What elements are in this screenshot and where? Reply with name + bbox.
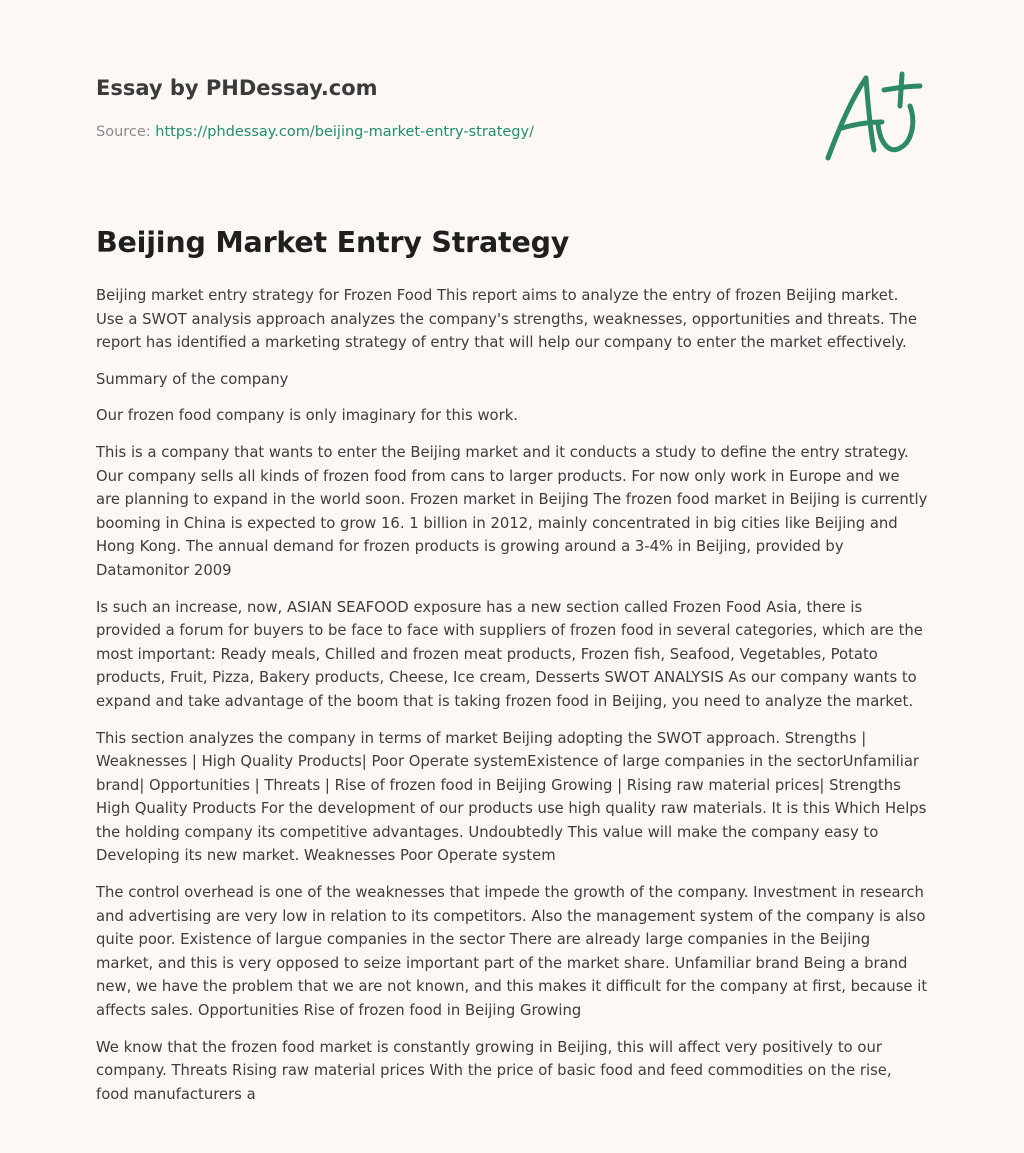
paragraph: This section analyzes the company in terms of market Beijing adopting the SWOT approach. Strengths | Weaknesses | High Quality Products| Poor Operate systemExistence of large companies in the sectorUnfamiliar brand| Opportunities | Threats | Rise of frozen food in Beijing Growing | Rising raw material prices| Strengths High Quality Products For the development of our products use high quality raw materials. It is this Which Helps the holding company its competitive advantages. Undoubtedly This value will make the company easy to Developing its new market. Weaknesses Poor Operate system: [96, 729, 927, 865]
paragraph: This is a company that wants to enter the Beijing market and it conducts a study to define the entry strategy. Our company sells all kinds of frozen food from cans to larger products. For now only work in Europe and we are planning to expand in the world soon. Frozen market in Beijing The frozen food market in Beijing is currently booming in China is expected to grow 16. 1 billion in 2012, mainly concentrated in big cities like Beijing and Hong Kong. The annual demand for frozen products is growing around a 3-4% in Beijing, provided by Datamonitor 2009: [96, 443, 928, 579]
source-link[interactable]: https://phdessay.com/beijing-market-entry-strategy/: [155, 124, 534, 140]
article-body: [96, 284, 928, 1119]
paragraph: We know that the frozen food market is constantly growing in Beijing, this will affect very positively to our company. Threats Rising raw material prices With the price of basic food and feed commodities on the rise, food manufacturers a: [96, 1038, 892, 1103]
article-title: Beijing Market Entry Strategy: [96, 226, 570, 259]
paragraph: The control overhead is one of the weaknesses that impede the growth of the company. Investment in research and advertising are very low in relation to its competitors. Also the management system of the company is also quite poor. Existence of largue companies in the sector There are already large companies in the Beijing market, and this is very opposed to seize important part of the market share. Unfamiliar brand Being a brand new, we have the problem that we are not known, and this makes it difficult for the company at first, because it affects sales. Opportunities Rise of frozen food in Beijing Growing: [96, 884, 928, 1020]
a-plus-logo-icon: [820, 66, 930, 166]
source-label: Source:: [96, 124, 156, 140]
paragraph: Is such an increase, now, ASIAN SEAFOOD exposure has a new section called Frozen Food Asia, there is provided a forum for buyers to be face to face with suppliers of frozen food in several categories, which are the most important: Ready meals, Chilled and frozen meat products, Frozen fish, Seafood, Vegetables, Potato products, Fruit, Pizza, Bakery products, Cheese, Ice cream, Desserts SWOT ANALYSIS As our company wants to expand and take advantage of the boom that is taking frozen food in Beijing, you need to analyze the market.: [96, 598, 923, 710]
site-brand: Essay by PHDessay.com: [96, 76, 378, 100]
paragraph: Summary of the company: [96, 370, 289, 388]
paragraph: Our frozen food company is only imaginary for this work.: [96, 407, 518, 425]
source-line: [96, 124, 534, 140]
paragraph: Beijing market entry strategy for Frozen Food This report aims to analyze the entry of frozen Beijing market. Use a SWOT analysis approach analyzes the company's strengths, weaknesses, opportunities and threats. The report has identified a marketing strategy of entry that will help our company to enter the market effectively.: [96, 287, 917, 352]
